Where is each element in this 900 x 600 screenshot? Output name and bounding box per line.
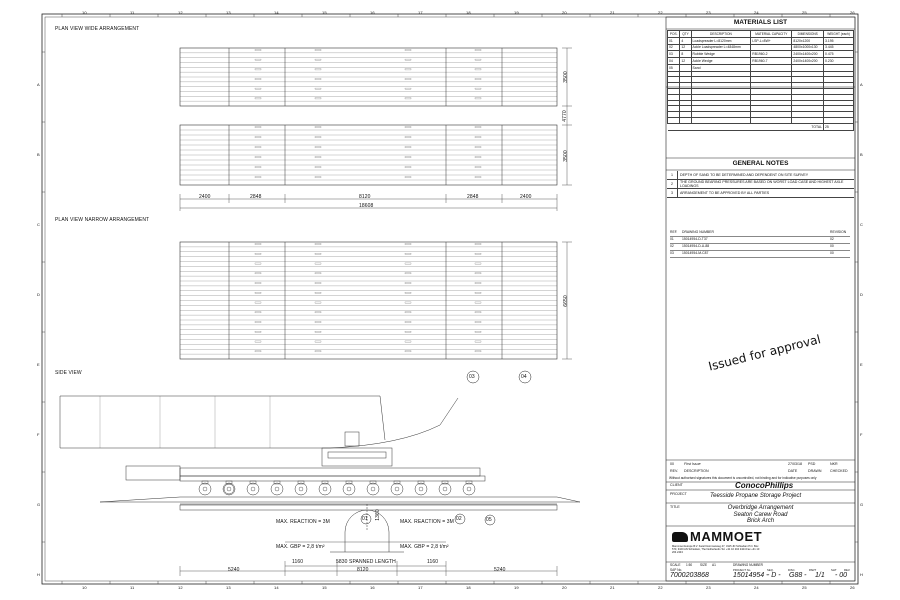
border-col-14: 14 — [274, 585, 279, 590]
drawing-number-part: 1/1 — [815, 572, 825, 579]
border-col-13: 13 — [226, 585, 231, 590]
callout-02: 02 — [456, 516, 462, 522]
border-col-11: 11 — [130, 585, 135, 590]
dim-spanned: 5830 SPANNED LENGTH — [336, 559, 396, 565]
border-col-17: 17 — [418, 585, 423, 590]
dim-wide-total: 18608 — [359, 203, 374, 209]
note-item: 1 DEPTH OF SAND TO BE DETERMINED AND DEPENDENT ON SITE SURVEY — [667, 171, 854, 180]
border-row-F: F — [37, 432, 40, 437]
border-col-25: 25 — [802, 585, 807, 590]
project-name: Teesside Propane Storage Project — [710, 493, 802, 499]
reference-row: 01 15014954-D-T37 02 — [670, 237, 850, 244]
mat-h-qty: QTY — [680, 31, 691, 38]
drawing-number-part: - 00 — [835, 572, 848, 579]
pressure-right: MAX. GBP = 2,8 t/m² — [400, 544, 449, 550]
border-row-D: D — [37, 292, 40, 297]
border-row-E: E — [37, 362, 40, 367]
note-item: 2 THE GROUND BEARING PRESSURES ARE BASED ON WORST LOAD CASE AND HIGHEST AXLE LOADINGS — [667, 180, 854, 189]
side-view-label: SIDE VIEW — [55, 370, 82, 376]
title-label: TITLE — [670, 505, 680, 509]
reference-row: 02 15014954-D-U-88 00 — [670, 244, 850, 251]
rev-num: 00 — [670, 462, 674, 466]
border-col-18: 18 — [466, 585, 471, 590]
callout-01: 01 — [362, 516, 368, 522]
border-col-18: 18 — [466, 10, 471, 15]
mat-h-wt: WEIGHT (each) — [824, 31, 854, 38]
border-row-B: B — [37, 152, 40, 157]
dim-side-small-1: 1160 — [292, 559, 304, 565]
border-col-22: 22 — [658, 10, 663, 15]
border-row-H: H — [860, 572, 863, 577]
border-col-14: 14 — [274, 10, 279, 15]
material-row: 04 12 Ackle Wedge RB1960-7 2400x1400x200 0.230 — [668, 58, 854, 65]
drawing-number-part: - D - — [767, 572, 781, 579]
border-col-26: 26 — [850, 10, 855, 15]
notes-title: GENERAL NOTES — [732, 160, 789, 167]
dim-right-1: 3500 — [562, 71, 569, 83]
callout-04: 04 — [521, 374, 527, 380]
material-row: 01 4 Loadspreader L=8120mm LSP-L=8W+ 8120x1200 3.195 — [668, 37, 854, 44]
approval-stamp: Issued for approval — [707, 332, 823, 374]
dim-wide-3: 8120 — [359, 194, 371, 200]
border-col-15: 15 — [322, 10, 327, 15]
dim-side-mid: 8120 — [357, 567, 369, 573]
border-col-25: 25 — [802, 10, 807, 15]
border-col-10: 10 — [82, 10, 87, 15]
sap-number: 7000203868 — [670, 572, 709, 579]
border-col-13: 13 — [226, 10, 231, 15]
dim-wide-2: 2848 — [250, 194, 262, 200]
border-row-E: E — [860, 362, 863, 367]
drawing-title: Overbridge Arrangement Seaton Carew Road Brick Arch — [727, 505, 794, 524]
project-label: PROJECT — [670, 492, 687, 496]
dim-side-left: 5240 — [228, 567, 240, 573]
notes-list — [667, 171, 854, 198]
border-row-D: D — [860, 292, 863, 297]
border-col-16: 16 — [370, 10, 375, 15]
drawing-number-part: G88 - — [789, 572, 807, 579]
size-label: SIZE — [700, 563, 708, 567]
border-col-21: 21 — [610, 585, 615, 590]
reaction-right: MAX. REACTION = 3M — [400, 519, 454, 525]
dim-side-small-2: 1160 — [427, 559, 439, 565]
mat-h-pos: POS. — [668, 31, 680, 38]
border-col-20: 20 — [562, 585, 567, 590]
dim-height: 1360 — [374, 509, 381, 521]
dim-wide-1: 2400 — [199, 194, 211, 200]
scale-label: SCALE — [670, 563, 681, 567]
border-col-23: 23 — [706, 585, 711, 590]
dim-right-3: 3500 — [562, 150, 569, 162]
rev-checked: NKR — [830, 462, 838, 466]
callout-03: 03 — [469, 374, 475, 380]
mat-h-dim: DIMENSIONS — [792, 31, 824, 38]
dim-narrow-right: 6650 — [562, 295, 569, 307]
mat-total-value: 25 — [824, 123, 854, 130]
scale-value: 1:50 — [686, 563, 693, 567]
border-col-12: 12 — [178, 10, 183, 15]
border-col-15: 15 — [322, 585, 327, 590]
size-value: A1 — [712, 563, 716, 567]
border-row-B: B — [860, 152, 863, 157]
reference-row: 03 15014954-M-C87 00 — [670, 251, 850, 258]
border-col-21: 21 — [610, 10, 615, 15]
material-row: 03 8 Rubble Wedge RB1960-2 2400x1400x200 0.475 — [668, 51, 854, 58]
drawing-number-part: 15014954 - — [733, 572, 769, 579]
border-row-C: C — [860, 222, 863, 227]
border-col-20: 20 — [562, 10, 567, 15]
reference-drawings — [670, 230, 850, 258]
dim-wide-5: 2400 — [520, 194, 532, 200]
rev-desc: First Issue — [684, 462, 701, 466]
border-col-24: 24 — [754, 585, 759, 590]
pressure-left: MAX. GBP = 2,8 t/m² — [276, 544, 325, 550]
border-row-A: A — [37, 82, 40, 87]
border-col-12: 12 — [178, 585, 183, 590]
border-row-F: F — [860, 432, 863, 437]
material-row: 05 Sand — [668, 64, 854, 71]
plan-narrow — [180, 242, 557, 359]
callout-05: 05 — [486, 517, 492, 523]
drawing-number-label: DRAWING NUMBER — [733, 563, 763, 567]
border-row-H: H — [37, 572, 40, 577]
border-col-19: 19 — [514, 585, 519, 590]
border-row-A: A — [860, 82, 863, 87]
mammoet-logo-icon — [672, 532, 688, 542]
plan-wide-label: PLAN VIEW WIDE ARRANGEMENT — [55, 26, 140, 32]
plan-wide-lower — [180, 125, 557, 185]
border-row-G: G — [860, 502, 864, 507]
border-col-19: 19 — [514, 10, 519, 15]
border-col-16: 16 — [370, 585, 375, 590]
rev-drawn: PSD — [808, 462, 816, 466]
reference-row: REF. DRAWING NUMBER REVISION — [670, 230, 850, 237]
mat-h-cap: MATERIAL CAPACITY — [751, 31, 792, 38]
dim-right-2: 4770 — [561, 110, 568, 122]
border-col-26: 26 — [850, 585, 855, 590]
border-row-G: G — [37, 502, 41, 507]
plan-wide-upper — [180, 48, 557, 106]
reaction-left: MAX. REACTION = 3M — [276, 519, 330, 525]
dim-side-right: 5240 — [494, 567, 506, 573]
client-label: CLIENT — [670, 483, 683, 487]
dim-wide-4: 2848 — [467, 194, 479, 200]
border-col-10: 10 — [82, 585, 87, 590]
mat-h-desc: DESCRIPTION — [691, 31, 751, 38]
border-col-23: 23 — [706, 10, 711, 15]
border-col-22: 22 — [658, 585, 663, 590]
client-name: ConocoPhillips — [735, 481, 794, 490]
company-address: Mammoet Europe B.V. Karel Doormanweg 47, 3115 JD Schiedam P.O. Box 570, 3100 AN Schiedam, The Netherlands Tel. +31 10 204 2424 Fax +31 10 204 2443 — [672, 545, 760, 555]
disclaimer: Without authorised signatures this document is uncontrolled, not binding and for indicative purposes only — [669, 476, 817, 480]
company-name: MAMMOET — [690, 529, 763, 544]
border-col-17: 17 — [418, 10, 423, 15]
border-row-C: C — [37, 222, 40, 227]
material-row: 02 12 Ackle Loadspreader L=4848mm 4800x1000x130 3.445 — [668, 44, 854, 51]
right-dimension-lines — [562, 48, 572, 359]
plan-narrow-label: PLAN VIEW NARROW ARRANGEMENT — [55, 217, 150, 223]
mat-total-label: TOTAL — [668, 123, 824, 130]
materials-title: MATERIALS LIST — [733, 19, 788, 26]
materials-table — [667, 30, 854, 131]
border-col-24: 24 — [754, 10, 759, 15]
rev-date: 27/03/18 — [788, 462, 802, 466]
note-item: 3 ARRANGEMENT TO BE APPROVED BY ALL PARTIES — [667, 189, 854, 198]
border-col-11: 11 — [130, 10, 135, 15]
sap-label: SAP No. — [670, 568, 683, 572]
side-view — [60, 396, 580, 552]
